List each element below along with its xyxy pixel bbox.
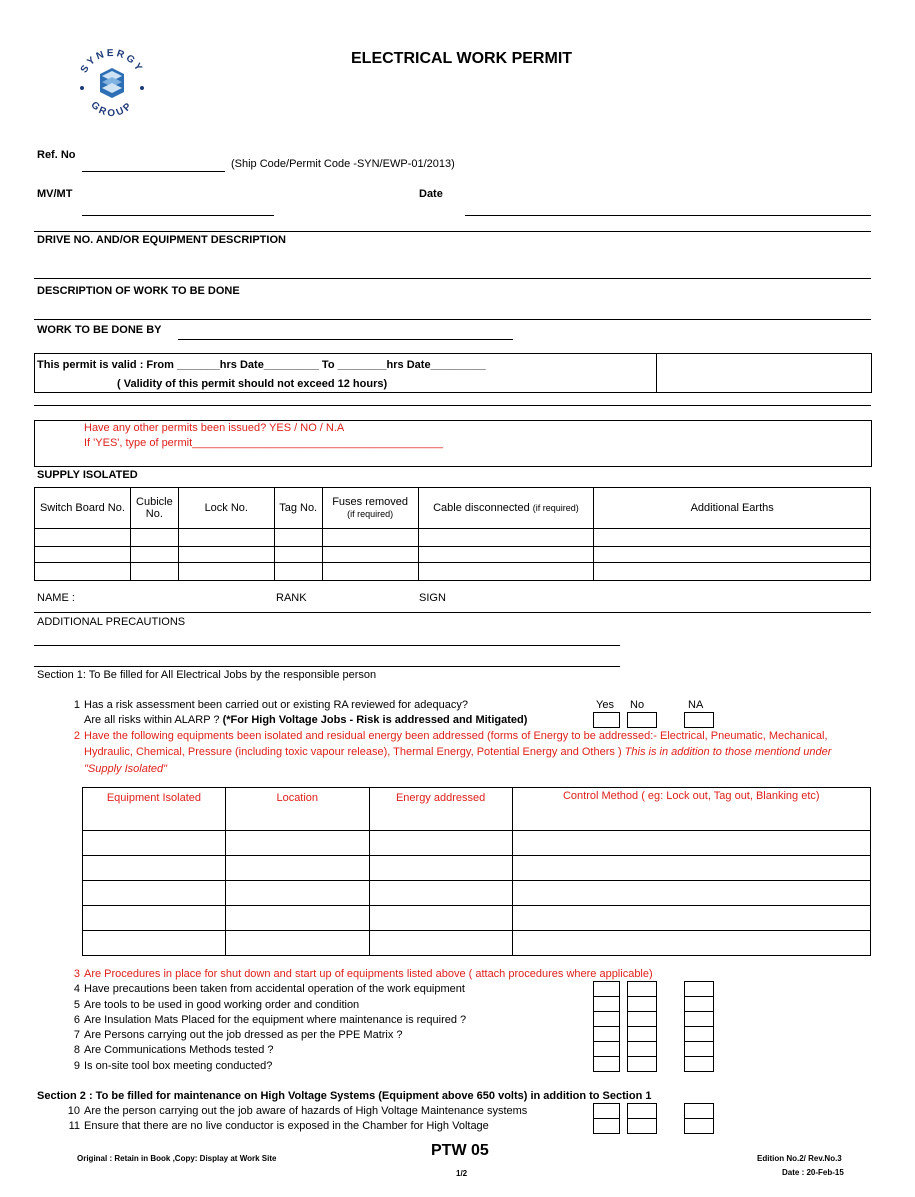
precautions-field[interactable]	[34, 666, 620, 667]
question-5: Are tools to be used in good working order and condition	[84, 999, 360, 1011]
question-number: 3	[73, 968, 80, 980]
vessel-field[interactable]	[82, 215, 274, 216]
question-11: Ensure that there are no live conductor is exposed in the Chamber for High Voltage	[84, 1120, 489, 1132]
equipment-isolated-table	[82, 787, 871, 956]
validity-note: ( Validity of this permit should not exceed 12 hours)	[117, 378, 388, 390]
table-row	[35, 563, 871, 581]
name-label: NAME :	[37, 592, 75, 604]
footer-note: Original : Retain in Book ,Copy: Display at Work Site	[77, 1154, 277, 1163]
drive-field[interactable]	[34, 278, 871, 279]
vessel-label: MV/MT	[37, 188, 73, 200]
no-checkbox[interactable]	[627, 996, 657, 1012]
col-control-method: Control Method ( eg: Lock out, Tag out, Blanking etc)	[512, 788, 870, 831]
na-checkbox[interactable]	[684, 981, 714, 997]
question-3: Are Procedures in place for shut down and start up of equipments listed above ( attach procedures where applicable)	[84, 968, 653, 980]
work-desc-label: DESCRIPTION OF WORK TO BE DONE	[37, 285, 240, 297]
precautions-field[interactable]	[34, 645, 620, 646]
question-2b: Hydraulic, Chemical, Pressure (including toxic vapour release), Thermal Energy, Potential Energy and Others ) This is in addition to those mentiond under	[84, 746, 832, 758]
question-number: 4	[73, 983, 80, 995]
other-permits-type[interactable]: If 'YES', type of permit_________________________________________	[84, 437, 443, 449]
validity-line[interactable]: This permit is valid : From _______hrs Date_________ To ________hrs Date_________	[37, 359, 486, 371]
question-number: 10	[67, 1105, 80, 1117]
form-code: PTW 05	[431, 1142, 489, 1159]
question-number: 11	[68, 1120, 80, 1132]
question-number: 2	[73, 730, 80, 742]
question-1a: Has a risk assessment been carried out or existing RA reviewed for adequacy?	[84, 699, 468, 711]
section2-title: Section 2 : To be filled for maintenance on High Voltage Systems (Equipment above 650 volts) in addition to Section 1	[37, 1090, 652, 1102]
sign-label: SIGN	[419, 592, 446, 604]
na-checkbox[interactable]	[684, 1041, 714, 1057]
edition-date: Date : 20-Feb-15	[782, 1168, 844, 1177]
table-row	[83, 856, 871, 881]
ref-code-note: (Ship Code/Permit Code -SYN/EWP-01/2013)	[231, 158, 455, 170]
table-row	[35, 547, 871, 563]
col-tag: Tag No.	[274, 488, 322, 529]
date-label: Date	[419, 188, 443, 200]
col-no-label: No	[630, 699, 645, 711]
question-9: Is on-site tool box meeting conducted?	[84, 1060, 273, 1072]
na-checkbox[interactable]	[684, 996, 714, 1012]
no-checkbox[interactable]	[627, 712, 657, 728]
col-location: Location	[225, 788, 369, 831]
na-checkbox[interactable]	[684, 1011, 714, 1027]
col-yes-label: Yes	[596, 699, 614, 711]
yes-checkbox[interactable]	[593, 981, 620, 997]
question-number: 5	[73, 999, 80, 1011]
na-checkbox[interactable]	[684, 1056, 714, 1072]
col-cable: Cable disconnected (if required)	[418, 488, 594, 529]
svg-text:GROUP	[88, 100, 135, 119]
logo-text-top: SYNERGY	[78, 47, 146, 75]
col-na-label: NA	[688, 699, 704, 711]
question-number: 1	[73, 699, 80, 711]
no-checkbox[interactable]	[627, 1026, 657, 1042]
ref-no-field[interactable]	[82, 171, 225, 172]
precautions-label: ADDITIONAL PRECAUTIONS	[37, 616, 186, 628]
table-row	[35, 529, 871, 547]
validity-divider	[656, 353, 657, 392]
yes-checkbox[interactable]	[593, 1041, 620, 1057]
no-checkbox[interactable]	[627, 1103, 657, 1119]
page-number: 1/2	[456, 1169, 468, 1178]
table-row	[83, 931, 871, 956]
col-fuses: Fuses removed (if required)	[322, 488, 418, 529]
col-lock: Lock No.	[178, 488, 274, 529]
question-1b: Are all risks within ALARP ? (*For High Voltage Jobs - Risk is addressed and Mitigated)	[84, 714, 528, 726]
col-equipment: Equipment Isolated	[83, 788, 226, 831]
rank-label: RANK	[276, 592, 307, 604]
col-cubicle: Cubicle No.	[130, 488, 178, 529]
na-checkbox[interactable]	[684, 1026, 714, 1042]
table-row	[83, 906, 871, 931]
logo-emblem-icon	[74, 44, 150, 120]
question-6: Are Insulation Mats Placed for the equipment where maintenance is required ?	[84, 1014, 467, 1026]
yes-checkbox[interactable]	[593, 1011, 620, 1027]
question-number: 7	[73, 1029, 80, 1041]
section1-title: Section 1: To Be filled for All Electrical Jobs by the responsible person	[37, 669, 377, 681]
page-title: ELECTRICAL WORK PERMIT	[351, 50, 573, 67]
question-number: 6	[73, 1014, 80, 1026]
yes-checkbox[interactable]	[593, 996, 620, 1012]
divider	[34, 405, 871, 406]
question-2c: "Supply Isolated"	[84, 763, 168, 775]
na-checkbox[interactable]	[684, 1103, 714, 1119]
no-checkbox[interactable]	[627, 1041, 657, 1057]
ref-no-label: Ref. No	[37, 149, 76, 161]
na-checkbox[interactable]	[684, 712, 714, 728]
col-energy: Energy addressed	[369, 788, 512, 831]
date-field[interactable]	[465, 215, 871, 216]
question-7: Are Persons carrying out the job dressed as per the PPE Matrix ?	[84, 1029, 403, 1041]
question-8: Are Communications Methods tested ?	[84, 1044, 274, 1056]
table-row	[83, 831, 871, 856]
question-2a: Have the following equipments been isolated and residual energy been addressed (forms of Energy to be addressed:- Electrical, Pneumatic, Mechanical,	[84, 730, 828, 742]
work-by-field[interactable]	[178, 339, 513, 340]
work-desc-field[interactable]	[34, 319, 871, 320]
logo-text-bottom: GROUP	[88, 99, 136, 120]
na-checkbox[interactable]	[684, 1118, 714, 1134]
question-number: 8	[73, 1044, 80, 1056]
divider	[34, 612, 871, 613]
supply-isolated-label: SUPPLY ISOLATED	[37, 469, 138, 481]
no-checkbox[interactable]	[627, 1118, 657, 1134]
question-4: Have precautions been taken from accidental operation of the work equipment	[84, 983, 465, 995]
yes-checkbox[interactable]	[593, 1103, 620, 1119]
no-checkbox[interactable]	[627, 981, 657, 997]
edition-info: Edition No.2/ Rev.No.3	[757, 1154, 842, 1163]
yes-checkbox[interactable]	[593, 1056, 620, 1072]
company-logo	[74, 44, 150, 120]
table-row	[83, 881, 871, 906]
drive-label: DRIVE NO. AND/OR EQUIPMENT DESCRIPTION	[37, 234, 286, 246]
yes-checkbox[interactable]	[593, 1026, 620, 1042]
work-by-label: WORK TO BE DONE BY	[37, 324, 162, 336]
col-earths: Additional Earths	[594, 488, 871, 529]
other-permits-question[interactable]: Have any other permits been issued? YES / NO / N.A	[84, 422, 345, 434]
no-checkbox[interactable]	[627, 1011, 657, 1027]
question-10: Are the person carrying out the job aware of hazards of High Voltage Maintenance systems	[84, 1105, 528, 1117]
yes-checkbox[interactable]	[593, 712, 620, 728]
yes-checkbox[interactable]	[593, 1118, 620, 1134]
no-checkbox[interactable]	[627, 1056, 657, 1072]
question-number: 9	[73, 1060, 80, 1072]
supply-isolated-table	[34, 487, 871, 581]
col-switchboard: Switch Board No.	[35, 488, 131, 529]
divider	[34, 231, 871, 232]
